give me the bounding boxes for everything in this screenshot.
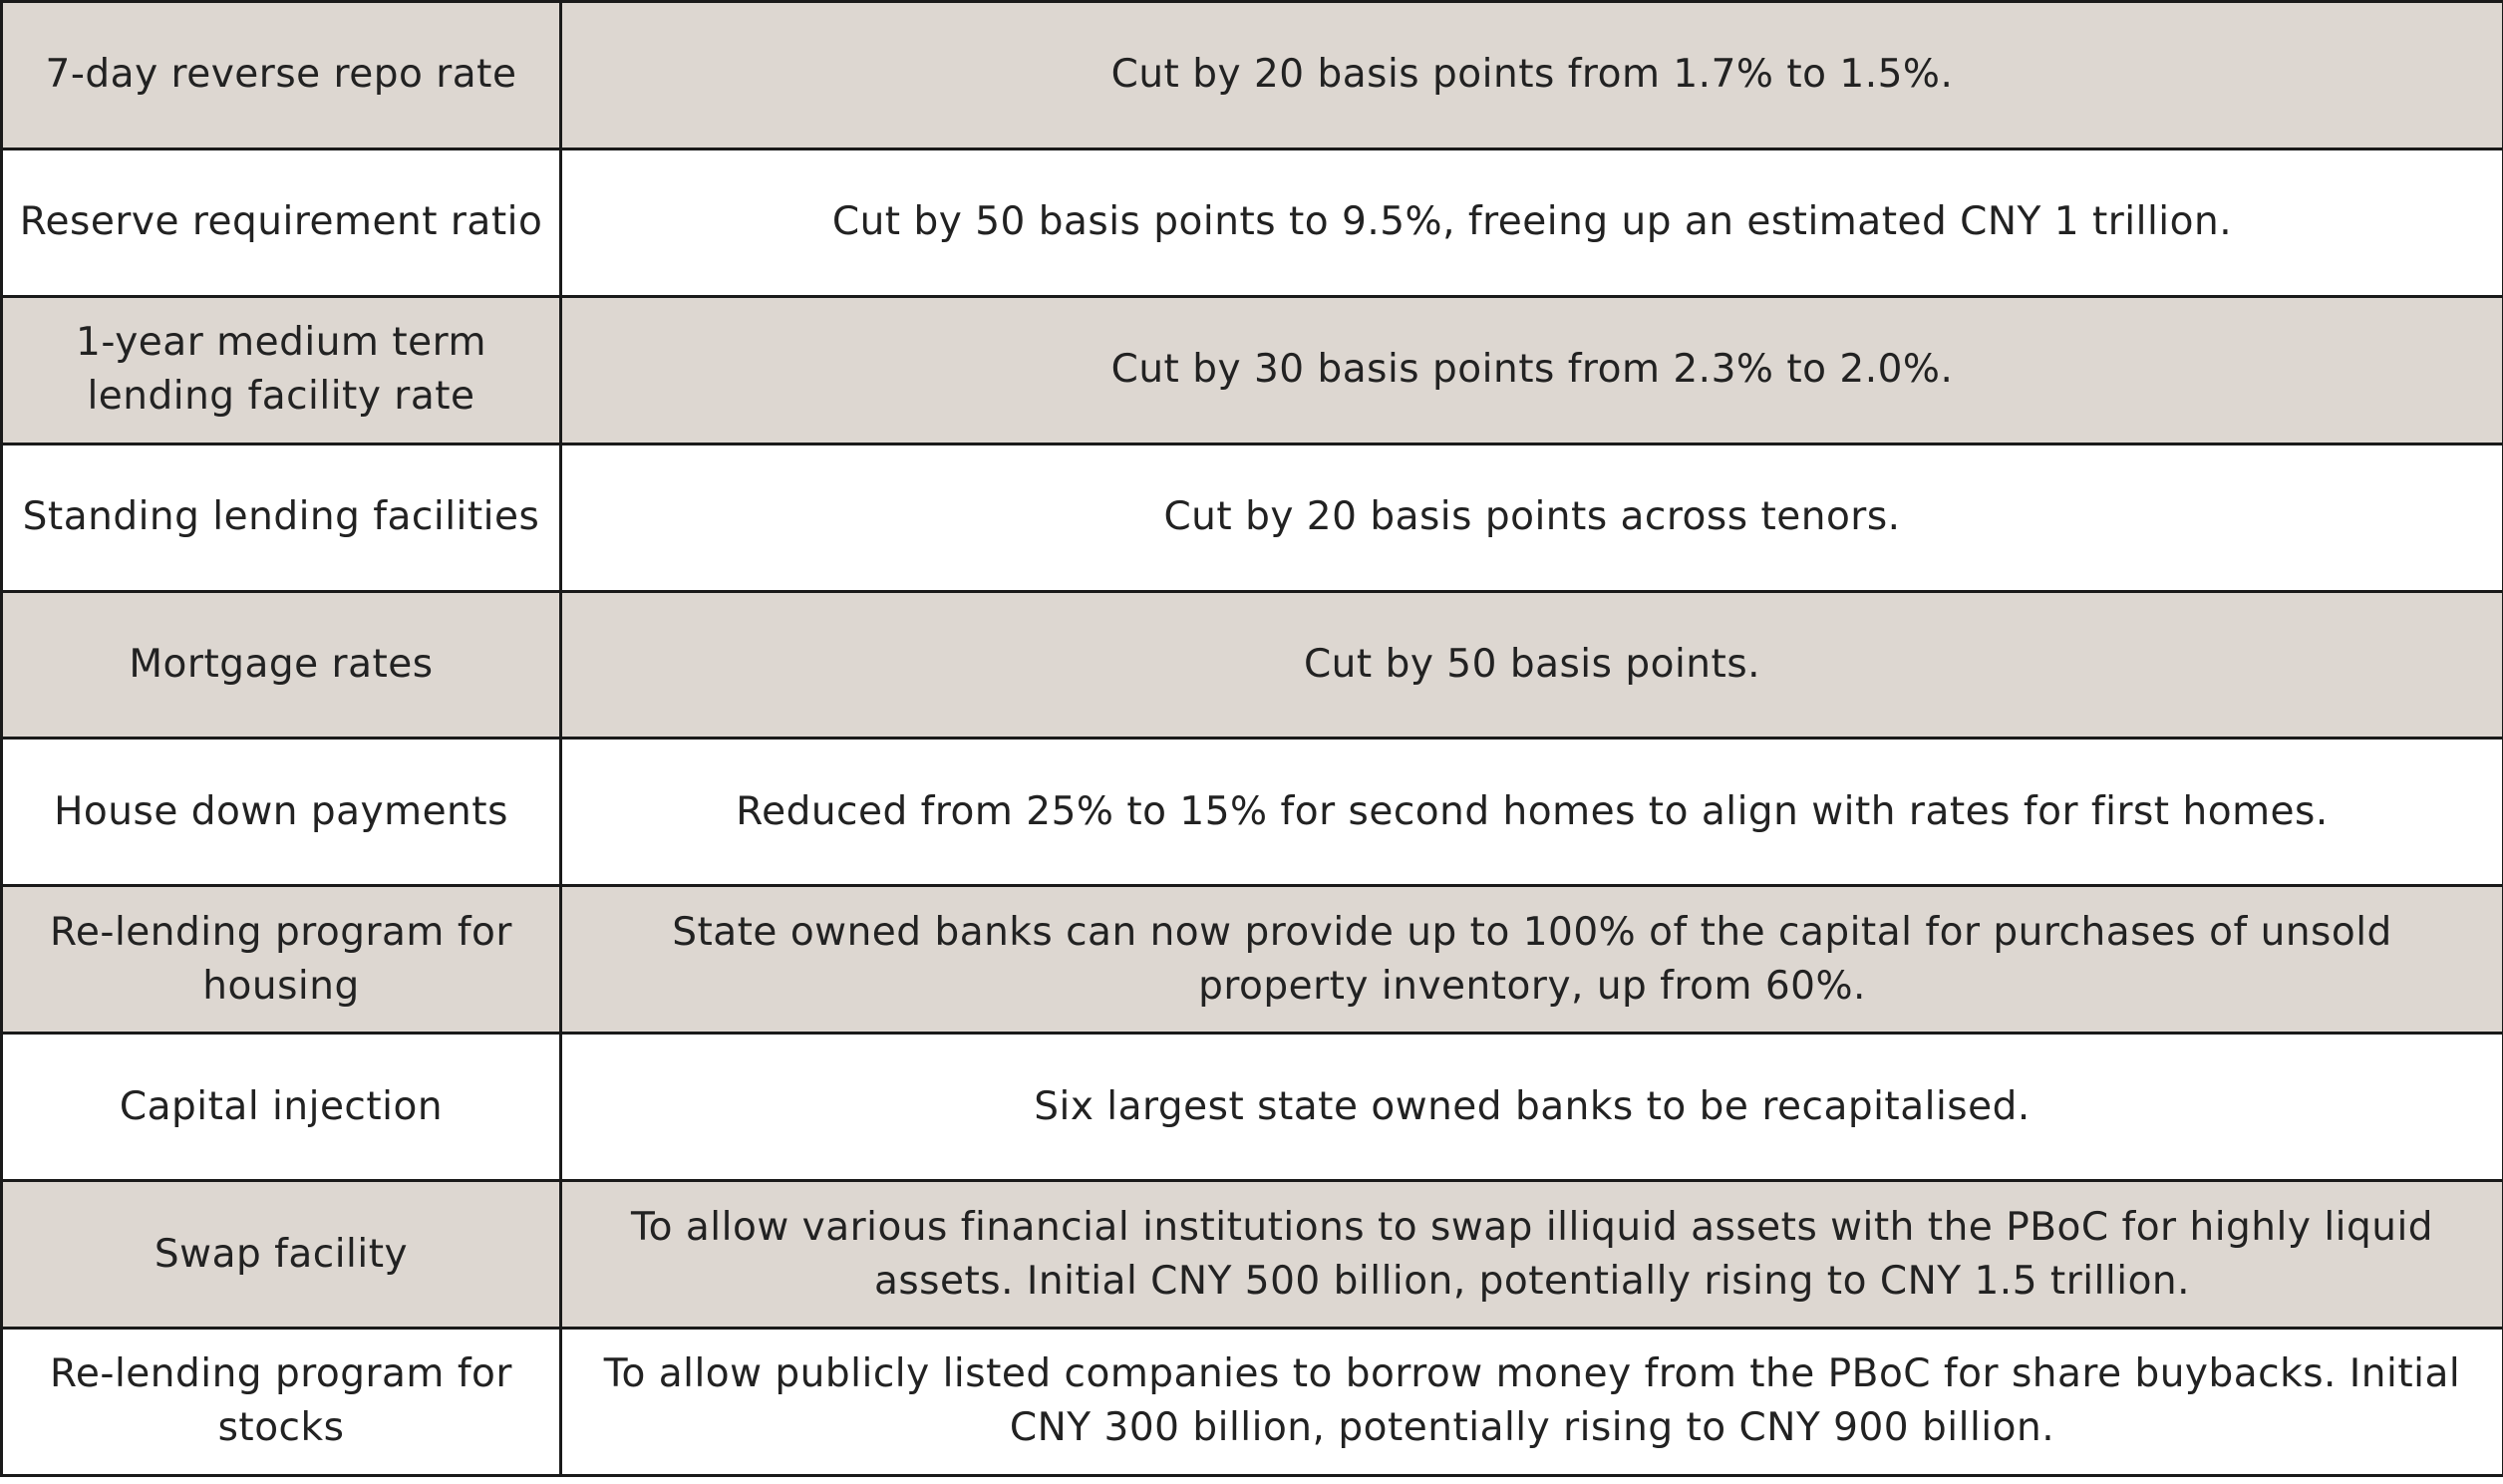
measure-cell: Mortgage rates (2, 591, 561, 739)
measure-cell: Swap facility (2, 1181, 561, 1329)
detail-cell: Cut by 50 basis points to 9.5%, freeing up an estimated CNY 1 trillion. (561, 148, 2503, 296)
measure-cell: 1-year medium term lending facility rate (2, 296, 561, 444)
measure-cell: Re-lending program for housing (2, 886, 561, 1034)
detail-cell: Cut by 30 basis points from 2.3% to 2.0%. (561, 296, 2503, 444)
table-row (2, 591, 2503, 739)
measure-cell: House down payments (2, 739, 561, 886)
table-row (2, 1181, 2503, 1329)
measure-cell: Capital injection (2, 1034, 561, 1181)
measure-cell: Re-lending program for stocks (2, 1329, 561, 1476)
measure-cell: Standing lending facilities (2, 444, 561, 591)
table-row (2, 1329, 2503, 1476)
detail-cell: State owned banks can now provide up to 100% of the capital for purchases of unsold property inventory, up from 60%. (561, 886, 2503, 1034)
table-row (2, 296, 2503, 444)
table-row (2, 886, 2503, 1034)
detail-cell: Cut by 50 basis points. (561, 591, 2503, 739)
measure-cell: 7-day reverse repo rate (2, 2, 561, 149)
detail-cell: To allow various financial institutions to swap illiquid assets with the PBoC for highly liquid assets. Initial CNY 500 billion, potentially rising to CNY 1.5 trillion. (561, 1181, 2503, 1329)
detail-cell: To allow publicly listed companies to borrow money from the PBoC for share buybacks. Initial CNY 300 billion, potentially rising to CNY 900 billion. (561, 1329, 2503, 1476)
table-row (2, 2, 2503, 149)
detail-cell: Cut by 20 basis points across tenors. (561, 444, 2503, 591)
table-row (2, 444, 2503, 591)
detail-cell: Cut by 20 basis points from 1.7% to 1.5%. (561, 2, 2503, 149)
table-row (2, 1034, 2503, 1181)
table-row (2, 148, 2503, 296)
measure-cell: Reserve requirement ratio (2, 148, 561, 296)
detail-cell: Reduced from 25% to 15% for second homes to align with rates for first homes. (561, 739, 2503, 886)
detail-cell: Six largest state owned banks to be recapitalised. (561, 1034, 2503, 1181)
table-row (2, 739, 2503, 886)
